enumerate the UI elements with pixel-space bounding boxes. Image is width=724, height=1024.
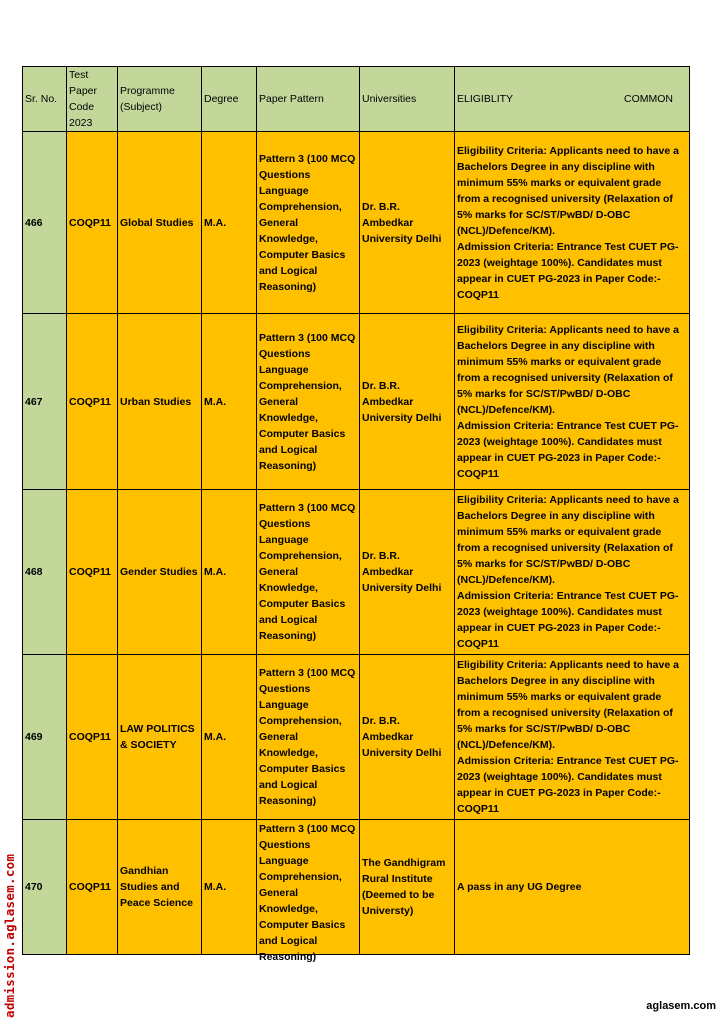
cell-code: COQP11 — [67, 314, 118, 490]
cell-eligibility — [455, 655, 690, 820]
cell-university: The Gandhigram Rural Institute (Deemed to be Universty) — [360, 820, 455, 955]
admission-criteria: Admission Criteria: Entrance Test CUET PG-2023 (weightage 100%). Candidates must appear in CUET PG-2023 in Paper Code:- COQP11 — [457, 590, 679, 650]
header-paper-pattern: Paper Pattern — [257, 67, 360, 132]
cell-sr-no: 468 — [23, 490, 67, 655]
header-universities: Universities — [360, 67, 455, 132]
cell-pattern: Pattern 3 (100 MCQ Questions Language Comprehension, General Knowledge, Computer Basics and Logical Reasoning) — [257, 490, 360, 655]
eligibility-criteria: Eligibility Criteria: Applicants need to have a Bachelors Degree in any discipline with minimum 55% marks or equivalent grade from a recognised university (Relaxation of 5% marks for SC/ST/PwBD/ D-OBC (NCL)/Defence/KM). — [457, 323, 679, 416]
admission-criteria: Admission Criteria: Entrance Test CUET PG-2023 (weightage 100%). Candidates must appear in CUET PG-2023 in Paper Code:- COQP11 — [457, 755, 679, 815]
cell-degree: M.A. — [202, 490, 257, 655]
cell-degree: M.A. — [202, 132, 257, 314]
cell-university: Dr. B.R. Ambedkar University Delhi — [360, 655, 455, 820]
admission-criteria: Admission Criteria: Entrance Test CUET PG-2023 (weightage 100%). Candidates must appear in CUET PG-2023 in Paper Code:- COQP11 — [457, 419, 679, 480]
table-row — [23, 820, 690, 955]
cell-degree: M.A. — [202, 820, 257, 955]
table-row — [23, 314, 690, 490]
cell-university: Dr. B.R. Ambedkar University Delhi — [360, 132, 455, 314]
eligibility-criteria: Eligibility Criteria: Applicants need to have a Bachelors Degree in any discipline with minimum 55% marks or equivalent grade from a recognised university (Relaxation of 5% marks for SC/ST/PwBD/ D-OBC (NCL)/Defence/KM). — [457, 659, 679, 751]
pattern-text: Pattern 3 (100 MCQ Questions Language Comprehension, General Knowledge, Computer Basics and Logical Reasoning) — [259, 822, 356, 963]
cell-code: COQP11 — [67, 490, 118, 655]
cell-eligibility — [455, 314, 690, 490]
header-eligibility — [455, 67, 690, 132]
table-row — [23, 132, 690, 314]
cell-eligibility — [455, 820, 690, 955]
cell-code: COQP11 — [67, 655, 118, 820]
corner-watermark: aglasem.com — [646, 1000, 716, 1012]
cell-programme: Gender Studies — [118, 490, 202, 655]
side-watermark: admission.aglasem.com — [2, 853, 17, 1018]
cell-code: COQP11 — [67, 132, 118, 314]
table-header-row — [23, 67, 690, 132]
programme-table — [22, 66, 690, 963]
header-test-paper-code: Test Paper Code 2023 — [67, 67, 118, 132]
cell-sr-no: 466 — [23, 132, 67, 314]
cell-eligibility — [455, 132, 690, 314]
table-row — [23, 655, 690, 820]
header-degree: Degree — [202, 67, 257, 132]
cell-code: COQP11 — [67, 820, 118, 955]
header-eligibility-common: COMMON — [624, 93, 673, 105]
cell-sr-no: 469 — [23, 655, 67, 820]
eligibility-criteria: Eligibility Criteria: Applicants need to have a Bachelors Degree in any discipline with minimum 55% marks or equivalent grade from a recognised university (Relaxation of 5% marks for SC/ST/PwBD/ D-OBC (NCL)/Defence/KM). — [457, 144, 679, 237]
cell-pattern: Pattern 3 (100 MCQ Questions Language Comprehension, General Knowledge, Computer Basics and Logical Reasoning) — [257, 314, 360, 490]
header-eligibility-label: ELIGIBLITY — [457, 93, 514, 105]
eligibility-criteria: A pass in any UG Degree — [457, 881, 582, 893]
cell-pattern: Pattern 3 (100 MCQ Questions Language Comprehension, General Knowledge, Computer Basics and Logical Reasoning) — [257, 132, 360, 314]
cell-programme: Gandhian Studies and Peace Science — [118, 820, 202, 955]
table-row — [23, 490, 690, 655]
cell-sr-no: 470 — [23, 820, 67, 955]
header-programme: Programme (Subject) — [118, 67, 202, 132]
header-sr-no: Sr. No. — [23, 67, 67, 132]
cell-degree: M.A. — [202, 314, 257, 490]
cell-pattern: Pattern 3 (100 MCQ Questions Language Comprehension, General Knowledge, Computer Basics and Logical Reasoning) — [257, 655, 360, 820]
cell-university: Dr. B.R. Ambedkar University Delhi — [360, 490, 455, 655]
cell-programme: Urban Studies — [118, 314, 202, 490]
cell-university: Dr. B.R. Ambedkar University Delhi — [360, 314, 455, 490]
cell-programme: LAW POLITICS & SOCIETY — [118, 655, 202, 820]
cell-eligibility — [455, 490, 690, 655]
admission-criteria: Admission Criteria: Entrance Test CUET PG-2023 (weightage 100%). Candidates must appear in CUET PG-2023 in Paper Code:- COQP11 — [457, 240, 679, 301]
cell-programme: Global Studies — [118, 132, 202, 314]
cell-pattern — [257, 820, 360, 963]
cell-sr-no: 467 — [23, 314, 67, 490]
cell-degree: M.A. — [202, 655, 257, 820]
eligibility-criteria: Eligibility Criteria: Applicants need to have a Bachelors Degree in any discipline with minimum 55% marks or equivalent grade from a recognised university (Relaxation of 5% marks for SC/ST/PwBD/ D-OBC (NCL)/Defence/KM). — [457, 494, 679, 586]
